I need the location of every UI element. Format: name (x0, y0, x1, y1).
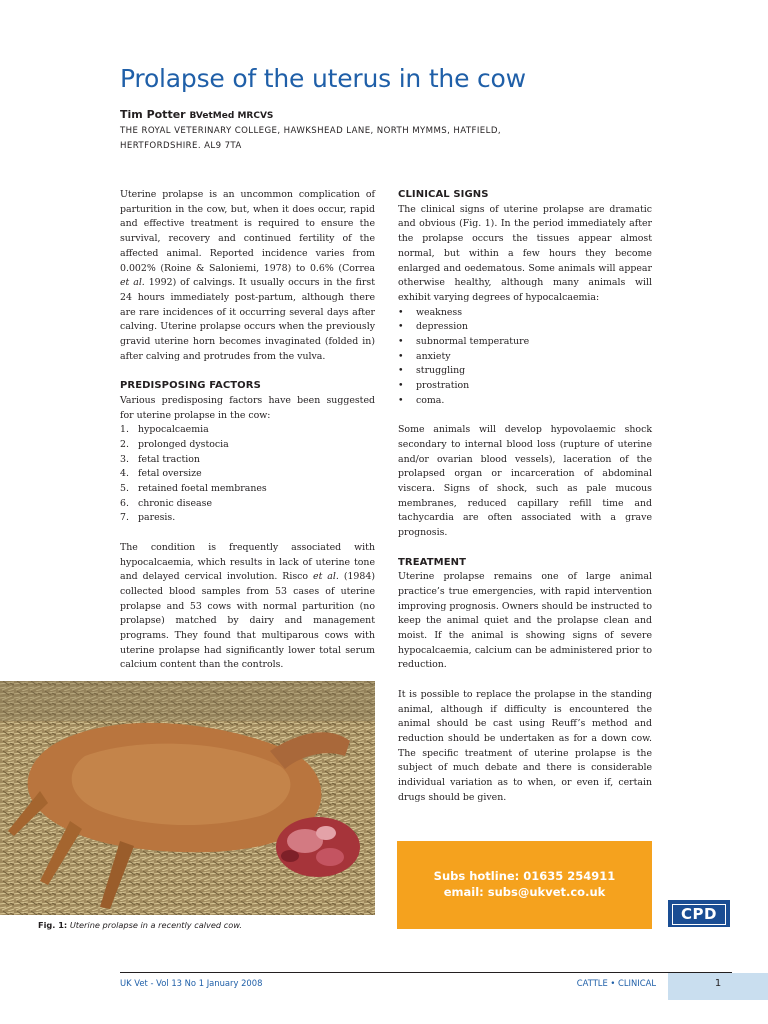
list-item: 1. hypocalcaemia (120, 424, 209, 436)
list-item: 5. retained foetal membranes (120, 483, 267, 495)
author-name: Tim Potter (120, 108, 186, 121)
treatment-heading: TREATMENT (398, 556, 467, 568)
list-item: 7. paresis. (120, 512, 176, 524)
subs-hotline: Subs hotline: 01635 254911 (433, 869, 616, 883)
list-item: 4. fetal oversize (120, 468, 202, 480)
hypocalcaemia-paragraph: The condition is frequently associated with hypocalcaemia, which results in lack of uterine tone and delayed cervical involution. Risco et al. (1984) collected blood samples from 53 cases of uterine prolapse and 53 cows with normal parturition (no prolapse) matched by dairy and management programs. They found that multiparous cows with uterine prolapse had significantly lower total serum calcium content than the controls. (120, 541, 375, 671)
subs-box (397, 841, 652, 929)
list-item: • subnormal temperature (398, 336, 530, 348)
list-item: • weakness (398, 306, 463, 318)
clinical-signs-list (398, 306, 652, 409)
author-qualifications: BVetMed MRCVS (189, 111, 274, 121)
footer-journal: UK Vet - Vol 13 No 1 January 2008 (120, 978, 263, 988)
list-item: 6. chronic disease (120, 497, 212, 509)
clinical-signs-paragraph: The clinical signs of uterine prolapse are dramatic and obvious (Fig. 1). In the period immediately after the prolapse occurs the tissues appear almost normal, but within a few hours they become enlarged and oedematous. Some animals will appear otherwise healthy, although many animals will exhibit varying degrees of hypocalcaemia: (398, 203, 652, 303)
predisposing-lead: Various predisposing factors have been suggested for uterine prolapse in the cow: (120, 394, 375, 421)
list-item: 3. fetal traction (120, 453, 200, 465)
list-item: • anxiety (398, 350, 451, 362)
left-column (120, 188, 375, 673)
article-title: Prolapse of the uterus in the cow (120, 64, 526, 93)
cpd-logo-text: CPD (672, 904, 726, 925)
list-item: • coma. (398, 394, 445, 406)
figure-caption-text: Uterine prolapse in a recently calved cow. (69, 920, 243, 930)
subs-email[interactable]: email: subs@ukvet.co.uk (443, 885, 606, 899)
right-column (398, 188, 652, 805)
affiliation-line-2: HERTFORDSHIRE. AL9 7TA (120, 141, 242, 151)
author-line (120, 108, 273, 121)
list-item: • prostration (398, 380, 470, 392)
footer-divider (120, 972, 732, 973)
predisposing-heading: PREDISPOSING FACTORS (120, 380, 261, 392)
cow-photo (0, 681, 375, 915)
list-item: • depression (398, 321, 468, 333)
shock-paragraph: Some animals will develop hypovolaemic shock secondary to internal blood loss (rupture of uterine and/or ovarian blood vessels), laceration of the prolapsed organ or incarceration of abdominal viscera. Signs of shock, such as pale mucous membranes, reduced capillary refill time and tachycardia are often associated with a grave prognosis. (398, 424, 652, 539)
predisposing-list (120, 423, 375, 526)
affiliation (120, 124, 550, 154)
treatment-paragraph: Uterine prolapse remains one of large animal practice’s true emergencies, with rapid intervention improving prognosis. Owners should be instructed to keep the animal quiet and the prolapse clean and moist. If the animal is showing signs of severe hypocalcaemia, calcium can be administered prior to reduction. (398, 571, 652, 671)
affiliation-line-1: THE ROYAL VETERINARY COLLEGE, HAWKSHEAD LANE, NORTH MYMMS, HATFIELD, (120, 126, 501, 136)
list-item: • struggling (398, 365, 466, 377)
figure-label: Fig. 1: (38, 920, 68, 930)
figure-caption (38, 920, 242, 930)
page-number: 1 (668, 973, 768, 1000)
intro-paragraph: Uterine prolapse is an uncommon complication of parturition in the cow, but, when it does occur, rapid and effective treatment is required to ensure the survival, recovery and continued fertility of the affected animal. Reported incidence varies from 0.002% (Roine & Saloniemi, 1978) to 0.6% (Correa et al. 1992) of calvings. It usually occurs in the first 24 hours immediately post-partum, although there are rare incidences of it occurring several days after calving. Uterine prolapse occurs when the previously gravid uterine horn becomes invaginated (folded in) after calving and protrudes from the vulva. (120, 189, 375, 362)
cpd-logo (668, 900, 730, 927)
clinical-signs-heading: CLINICAL SIGNS (398, 189, 489, 200)
footer-section: CATTLE • CLINICAL (576, 978, 656, 988)
list-item: 2. prolonged dystocia (120, 438, 229, 450)
replacement-paragraph: It is possible to replace the prolapse in the standing animal, although if difficulty is encountered the animal should be cast using Reuff’s method and reduction should be undertaken as for a down cow. The specific treatment of uterine prolapse is the subject of much debate and there is considerable individual variation as to when, or even if, certain drugs should be given. (398, 688, 652, 803)
